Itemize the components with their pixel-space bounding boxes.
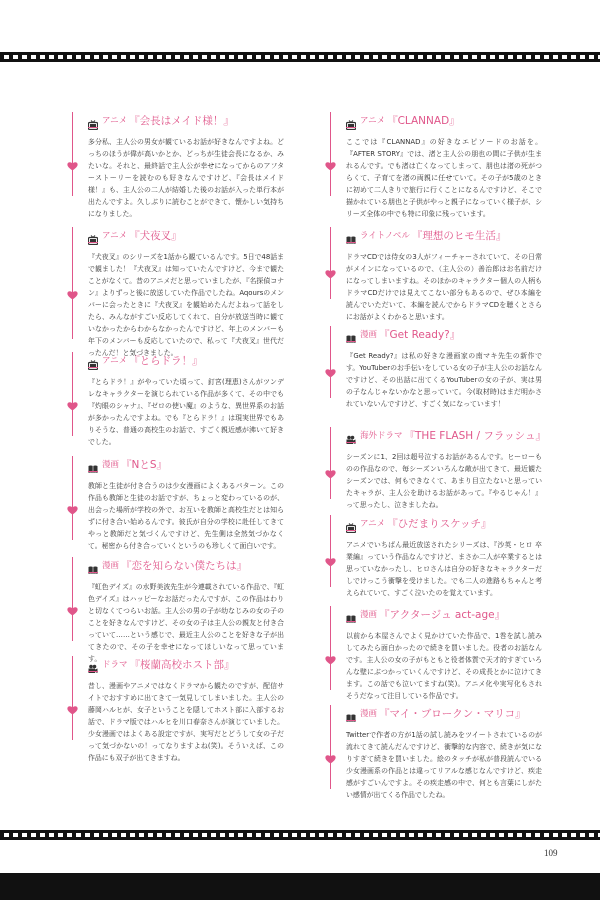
film-hole bbox=[589, 55, 594, 59]
film-hole bbox=[571, 55, 576, 59]
film-hole bbox=[130, 833, 135, 837]
film-hole bbox=[157, 833, 162, 837]
tv-icon bbox=[88, 230, 98, 240]
entry-title: 『ひだまりスケッチ』 bbox=[387, 517, 492, 530]
film-hole bbox=[319, 55, 324, 59]
film-hole bbox=[76, 833, 81, 837]
film-hole bbox=[85, 55, 90, 59]
film-hole bbox=[454, 833, 459, 837]
book-icon bbox=[346, 708, 356, 718]
entry-accent-line bbox=[330, 326, 331, 398]
film-hole bbox=[427, 833, 432, 837]
entry-accent-line bbox=[72, 227, 73, 339]
bottom-scan-border bbox=[0, 873, 600, 900]
entry-heading bbox=[88, 557, 247, 573]
entry-body: 『犬夜叉』のシリーズを1話から観ているんです。5日で48話まで観ました！『犬夜叉』は知っていたんですけど、今まで観たことがなくて。昔のアニメだと思っていましたが、『名探偵コナン』よりずっと後に放送していた作品でしたね。Aqoursのメンバーに会ったときに『犬夜叉』を観始めたんだよねって話をしたら、みんながすごい反応してくれて、自分が放送当時に観ていなかったからわからなかったんですけど、年上のメンバーも年下のメンバーも反応していたので、私って『犬夜叉』世代だったんだ！と気づきました。 bbox=[88, 253, 284, 357]
film-hole bbox=[31, 55, 36, 59]
film-hole bbox=[238, 55, 243, 59]
entry-title: 『Get Ready?』 bbox=[379, 328, 461, 341]
film-hole bbox=[418, 833, 423, 837]
entry-body: ドラマCDでは侍女の3人がフィーチャーされていて、その日常がメインになっているので、（主人公の）善治郎はお名前だけになってしまいますね。そのほかのキャラクター個人の人柄もドラマCDだけでは見えてこない部分もあるので、ぜひ本編を読んでいただいて、本編を読んでからドラマCDを聴くとさらにお話がよくわかると思います。 bbox=[346, 253, 542, 321]
film-hole bbox=[373, 55, 378, 59]
film-hole bbox=[4, 833, 9, 837]
entry-accent-line bbox=[72, 656, 73, 740]
title-underline bbox=[346, 242, 356, 243]
entry-body: 教師と生徒が付き合うのは少女漫画によくあるパターン。この作品も教師と生徒のお話ですが、ちょっと変わっているのが、出会った場所が学校の外で、お互いを教師と高校生だとは知らずに付き合い始めるんです。彼氏が自分の学校に赴任してきてやっと教師だと気づくんですけど、先生側は全然気づかなくて。秘密から付き合っていくというのも珍しくて面白いです。 bbox=[88, 482, 284, 550]
film-hole bbox=[571, 833, 576, 837]
film-hole bbox=[103, 55, 108, 59]
film-hole bbox=[130, 55, 135, 59]
film-hole bbox=[175, 833, 180, 837]
entry-category: 漫画 bbox=[360, 330, 378, 340]
entry-title: 『アクタージュ act-age』 bbox=[379, 608, 506, 621]
film-hole bbox=[121, 833, 126, 837]
entry-category: ライトノベル bbox=[360, 231, 410, 241]
entry-heading bbox=[88, 656, 235, 672]
film-hole bbox=[517, 55, 522, 59]
film-strip-top bbox=[0, 52, 600, 62]
film-hole bbox=[202, 55, 207, 59]
film-hole bbox=[283, 833, 288, 837]
film-hole bbox=[391, 55, 396, 59]
entry-title: 『桜蘭高校ホスト部』 bbox=[129, 658, 235, 671]
film-hole bbox=[139, 55, 144, 59]
film-hole bbox=[139, 833, 144, 837]
heart-icon bbox=[67, 285, 78, 295]
film-hole bbox=[535, 55, 540, 59]
heart-icon bbox=[325, 264, 336, 274]
film-hole bbox=[193, 55, 198, 59]
film-hole bbox=[112, 55, 117, 59]
film-hole bbox=[319, 833, 324, 837]
film-hole bbox=[382, 55, 387, 59]
heart-icon bbox=[67, 700, 78, 710]
film-hole bbox=[58, 833, 63, 837]
entry-accent-line bbox=[72, 557, 73, 641]
entry-category: アニメ bbox=[360, 519, 386, 529]
entry-heading bbox=[346, 112, 460, 128]
entry-heading bbox=[346, 326, 460, 342]
entry-heading bbox=[88, 352, 203, 368]
film-hole bbox=[184, 833, 189, 837]
title-underline bbox=[88, 367, 98, 368]
entry-body: 以前から本屋さんでよく見かけていた作品で、1巻を試し読みしてみたら面白かったので続きを買いました。役者のお話なんです。主人公の女の子がもともと役者体質で天才的すぎていろんな壁にぶつかっていくんですけど、その成長とかに泣けてきます。この話でも泣いてますね(笑)。アニメ化や実写化もされそうだなって注目している作品です。 bbox=[346, 632, 542, 700]
film-hole bbox=[346, 55, 351, 59]
entry-category: ドラマ bbox=[102, 660, 128, 670]
title-underline bbox=[346, 127, 356, 128]
entry-body: シーズンに1、2回は超号泣するお話があるんです。ヒーローものの作品なので、毎シーズンいろんな敵が出てきて、最近観たシーズンでは、何もできなくて、あまり目立たないと思っていたキャラが、主人公を助けるお話があって。『やるじゃん！』って思ったし、泣きましたね。 bbox=[346, 453, 542, 509]
heart-icon bbox=[67, 601, 78, 611]
entry-heading bbox=[88, 456, 167, 472]
film-hole bbox=[229, 833, 234, 837]
title-underline bbox=[346, 341, 356, 342]
film-hole bbox=[301, 833, 306, 837]
entry-title: 『CLANNAD』 bbox=[387, 114, 460, 127]
film-hole bbox=[553, 833, 558, 837]
entry-accent-line bbox=[72, 456, 73, 540]
film-hole bbox=[274, 833, 279, 837]
entry-heading bbox=[346, 606, 505, 622]
entry-body: 『Get Ready?』は私の好きな漫画家の南マキ先生の新作です。YouTuberのお手伝いをしている女の子が主人公のお話なんですけど、その出話に出てくるYouTuberの女の子が、実は男の子なんじゃないかなと思っていて。今(取材時)はまだ明かされていないんですけど、すごく気になっています！ bbox=[346, 352, 542, 408]
title-underline bbox=[88, 572, 98, 573]
entry-accent-line bbox=[330, 606, 331, 690]
film-hole bbox=[40, 55, 45, 59]
film-hole bbox=[553, 55, 558, 59]
film-hole bbox=[76, 55, 81, 59]
heart-icon bbox=[67, 500, 78, 510]
film-hole bbox=[445, 55, 450, 59]
film-hole bbox=[229, 55, 234, 59]
film-hole bbox=[166, 833, 171, 837]
heart-icon bbox=[325, 650, 336, 660]
film-hole bbox=[301, 55, 306, 59]
film-hole bbox=[67, 55, 72, 59]
film-hole bbox=[265, 833, 270, 837]
entry-title: 『恋を知らない僕たちは』 bbox=[121, 559, 248, 572]
film-hole bbox=[517, 833, 522, 837]
entry-accent-line bbox=[330, 705, 331, 789]
film-hole bbox=[148, 833, 153, 837]
film-hole bbox=[247, 55, 252, 59]
entry-body: 『虹色デイズ』の水野美波先生が今連載されている作品で、『虹色デイズ』はハッピーなお話だったんですが、この作品はわりと切なくてつらいお話。主人公の男の子が幼なじみの女の子のことを好きなんですけど、その女の子は主人公の親友と付き合っていて……という感じで、最近主人公のことを好きな子が出てきたので、その子を幸せになってほしいなって思っています。 bbox=[88, 583, 284, 663]
film-hole bbox=[580, 55, 585, 59]
entry-title: 『犬夜叉』 bbox=[129, 229, 182, 242]
film-hole bbox=[544, 833, 549, 837]
film-hole bbox=[535, 833, 540, 837]
film-hole bbox=[409, 55, 414, 59]
entry-heading bbox=[88, 227, 182, 243]
heart-icon bbox=[325, 156, 336, 166]
film-hole bbox=[22, 833, 27, 837]
film-hole bbox=[292, 55, 297, 59]
tv-icon bbox=[346, 518, 356, 528]
film-hole bbox=[247, 833, 252, 837]
entry-accent-line bbox=[330, 515, 331, 587]
entry-category: アニメ bbox=[102, 116, 128, 126]
film-hole bbox=[490, 833, 495, 837]
film-hole bbox=[445, 833, 450, 837]
film-hole bbox=[328, 833, 333, 837]
film-hole bbox=[31, 833, 36, 837]
film-hole bbox=[184, 55, 189, 59]
book-icon bbox=[88, 459, 98, 469]
entry-heading bbox=[346, 515, 492, 531]
camera-icon bbox=[346, 430, 356, 440]
film-hole bbox=[562, 833, 567, 837]
title-underline bbox=[346, 530, 356, 531]
entry-category: 漫画 bbox=[360, 610, 378, 620]
film-hole bbox=[67, 833, 72, 837]
film-hole bbox=[211, 55, 216, 59]
title-underline bbox=[88, 242, 98, 243]
entry-body: 『とらドラ！』がやっていた頃って、釘宮(理恵)さんがツンデレなキャラクターを演じられている作品が多くて、その中でも『灼眼のシャナ』、『ゼロの使い魔』のような、異世界系のお話が多かったんですよね。でも『とらドラ！』は現実世界でもありそうな、普通の高校生のお話で、すごく親近感が沸いて好きでした。 bbox=[88, 378, 284, 446]
film-hole bbox=[256, 55, 261, 59]
film-hole bbox=[391, 833, 396, 837]
entry-category: アニメ bbox=[360, 116, 386, 126]
film-hole bbox=[346, 833, 351, 837]
film-hole bbox=[436, 833, 441, 837]
film-hole bbox=[463, 833, 468, 837]
film-hole bbox=[337, 55, 342, 59]
camera-icon bbox=[88, 659, 98, 669]
film-hole bbox=[220, 55, 225, 59]
title-underline bbox=[88, 471, 98, 472]
entry-heading bbox=[88, 112, 234, 128]
film-hole bbox=[94, 833, 99, 837]
film-hole bbox=[4, 55, 9, 59]
heart-icon bbox=[325, 464, 336, 474]
entry-title: 『とらドラ！』 bbox=[129, 354, 203, 367]
entry-body: アニメでいちばん最近放送されたシリーズは、『沙英・ヒロ 卒業編』っていう作品なんですけど、まさか二人が卒業するとは思っていなかったし、ヒロさんは自分の好きなキャラクターだしでけっこう衝撃を受けました。でも二人の進路もちゃんと考えられていて、すごく泣いたのを覚えています。 bbox=[346, 541, 542, 597]
film-hole bbox=[148, 55, 153, 59]
film-hole bbox=[580, 833, 585, 837]
film-hole bbox=[508, 833, 513, 837]
film-hole bbox=[40, 833, 45, 837]
title-underline bbox=[346, 720, 356, 721]
entry-body: Twitterで作者の方が1話の試し読みをツイートされているのが流れてきて読んだんですけど、衝撃的な内容で、続きが気になりすぎて続きを買いました。絵のタッチが私が普段読んでいる少女漫画系の作品とは違ってリアルな感じなんですけど、疾走感がすごいんですよ。その疾走感の中で、何とも言葉にしがたい感情が出てくる作品でしたね。 bbox=[346, 731, 542, 799]
film-hole bbox=[283, 55, 288, 59]
film-hole bbox=[211, 833, 216, 837]
film-hole bbox=[58, 55, 63, 59]
tv-icon bbox=[346, 115, 356, 125]
film-hole bbox=[526, 55, 531, 59]
film-hole bbox=[499, 833, 504, 837]
entry-category: 漫画 bbox=[102, 561, 120, 571]
film-hole bbox=[256, 833, 261, 837]
film-hole bbox=[103, 833, 108, 837]
film-hole bbox=[373, 833, 378, 837]
film-hole bbox=[310, 833, 315, 837]
film-hole bbox=[265, 55, 270, 59]
film-hole bbox=[589, 833, 594, 837]
film-hole bbox=[562, 55, 567, 59]
tv-icon bbox=[88, 355, 98, 365]
film-hole bbox=[508, 55, 513, 59]
entry-body: 多分私、主人公の男女が観ているお話が好きなんですよね。どっちのほうが偉が高いかとか、どっちが生徒会長になるか、みたいな。それと、最終話で主人公が幸せになってからのアフターストーリーを読むのも好きなんですけど、『会長はメイド様！』も、主人公の二人が結婚した後のお話が入った単行本が出たんですよ。久しぶりに読むことができて、懐かしい気持ちになりました。 bbox=[88, 138, 284, 218]
entry-category: アニメ bbox=[102, 356, 128, 366]
film-hole bbox=[472, 833, 477, 837]
title-underline bbox=[346, 621, 356, 622]
film-hole bbox=[526, 833, 531, 837]
entry-accent-line bbox=[72, 352, 73, 436]
entry-heading bbox=[346, 427, 546, 443]
film-hole bbox=[238, 833, 243, 837]
film-hole bbox=[202, 833, 207, 837]
entry-category: 海外ドラマ bbox=[360, 431, 403, 441]
heart-icon bbox=[325, 749, 336, 759]
tv-icon bbox=[88, 115, 98, 125]
film-hole bbox=[310, 55, 315, 59]
film-hole bbox=[166, 55, 171, 59]
film-hole bbox=[364, 833, 369, 837]
book-icon bbox=[346, 329, 356, 339]
entry-heading bbox=[346, 227, 506, 243]
entry-category: 漫画 bbox=[102, 460, 120, 470]
entry-body: 昔し、漫画やアニメではなくドラマから観たのですが、配信サイトでおすすめに出てきて一気見してしまいました。主人公の藤岡ハルヒが、女子ということを隠してホスト部に入部するお話で、ドラマ版ではハルヒを川口春奈さんが演じていました。少女漫画ではよくある設定ですが、実写だとどうして女の子だって気づかないの！ってなりますよね(笑)。そういえば、この作品にも双子が出てきますね。 bbox=[88, 682, 284, 762]
title-underline bbox=[88, 127, 98, 128]
title-underline bbox=[88, 671, 98, 672]
film-hole bbox=[355, 55, 360, 59]
heart-icon bbox=[325, 552, 336, 562]
film-hole bbox=[193, 833, 198, 837]
heart-icon bbox=[325, 363, 336, 373]
film-hole bbox=[400, 833, 405, 837]
film-hole bbox=[364, 55, 369, 59]
heart-icon bbox=[67, 156, 78, 166]
page-number: 109 bbox=[544, 848, 558, 858]
film-hole bbox=[22, 55, 27, 59]
film-strip-bottom bbox=[0, 830, 600, 840]
film-hole bbox=[337, 833, 342, 837]
film-hole bbox=[481, 55, 486, 59]
entry-title: 『NとS』 bbox=[121, 458, 168, 471]
entry-title: 『マイ・ブロークン・マリコ』 bbox=[379, 707, 526, 720]
film-hole bbox=[121, 55, 126, 59]
entry-accent-line bbox=[330, 112, 331, 196]
film-hole bbox=[409, 833, 414, 837]
film-hole bbox=[544, 55, 549, 59]
book-icon bbox=[88, 560, 98, 570]
film-hole bbox=[481, 833, 486, 837]
film-hole bbox=[292, 833, 297, 837]
entry-accent-line bbox=[72, 112, 73, 196]
film-hole bbox=[499, 55, 504, 59]
entry-category: アニメ bbox=[102, 231, 128, 241]
heart-icon bbox=[67, 396, 78, 406]
film-hole bbox=[13, 55, 18, 59]
film-hole bbox=[454, 55, 459, 59]
page-top-margin bbox=[0, 0, 600, 30]
film-hole bbox=[436, 55, 441, 59]
book-icon bbox=[346, 609, 356, 619]
entry-body: ここでは『CLANNAD』の好きなエピソードのお話を。『AFTER STORY』では、渚と主人公の朋也の間に子供が生まれるんです。でも渚は亡くなってしまって、朋也は渚の死がつらくて、子育てを渚の両親に任せていて。その子が5歳のときに初めて二人きりで旅行に行くことになるんですけど、そこで描かれている朋也と子供がやっと親子になっていく様子が、シリーズ全体の中でも特に印象に残っています。 bbox=[346, 138, 542, 218]
film-hole bbox=[175, 55, 180, 59]
entry-accent-line bbox=[330, 427, 331, 499]
film-hole bbox=[112, 833, 117, 837]
entry-accent-line bbox=[330, 227, 331, 299]
film-hole bbox=[490, 55, 495, 59]
entry-title: 『THE FLASH / フラッシュ』 bbox=[404, 429, 546, 442]
film-hole bbox=[157, 55, 162, 59]
film-hole bbox=[49, 55, 54, 59]
film-hole bbox=[355, 833, 360, 837]
book-icon bbox=[346, 230, 356, 240]
film-hole bbox=[49, 833, 54, 837]
film-hole bbox=[418, 55, 423, 59]
film-hole bbox=[427, 55, 432, 59]
title-underline bbox=[346, 442, 356, 443]
film-hole bbox=[85, 833, 90, 837]
film-hole bbox=[94, 55, 99, 59]
film-hole bbox=[400, 55, 405, 59]
film-hole bbox=[13, 833, 18, 837]
film-hole bbox=[220, 833, 225, 837]
film-hole bbox=[328, 55, 333, 59]
film-hole bbox=[382, 833, 387, 837]
film-hole bbox=[274, 55, 279, 59]
film-hole bbox=[463, 55, 468, 59]
entry-title: 『会長はメイド様！』 bbox=[129, 114, 234, 127]
entry-heading bbox=[346, 705, 526, 721]
film-hole bbox=[472, 55, 477, 59]
entry-title: 『理想のヒモ生活』 bbox=[411, 229, 507, 242]
entry-category: 漫画 bbox=[360, 709, 378, 719]
